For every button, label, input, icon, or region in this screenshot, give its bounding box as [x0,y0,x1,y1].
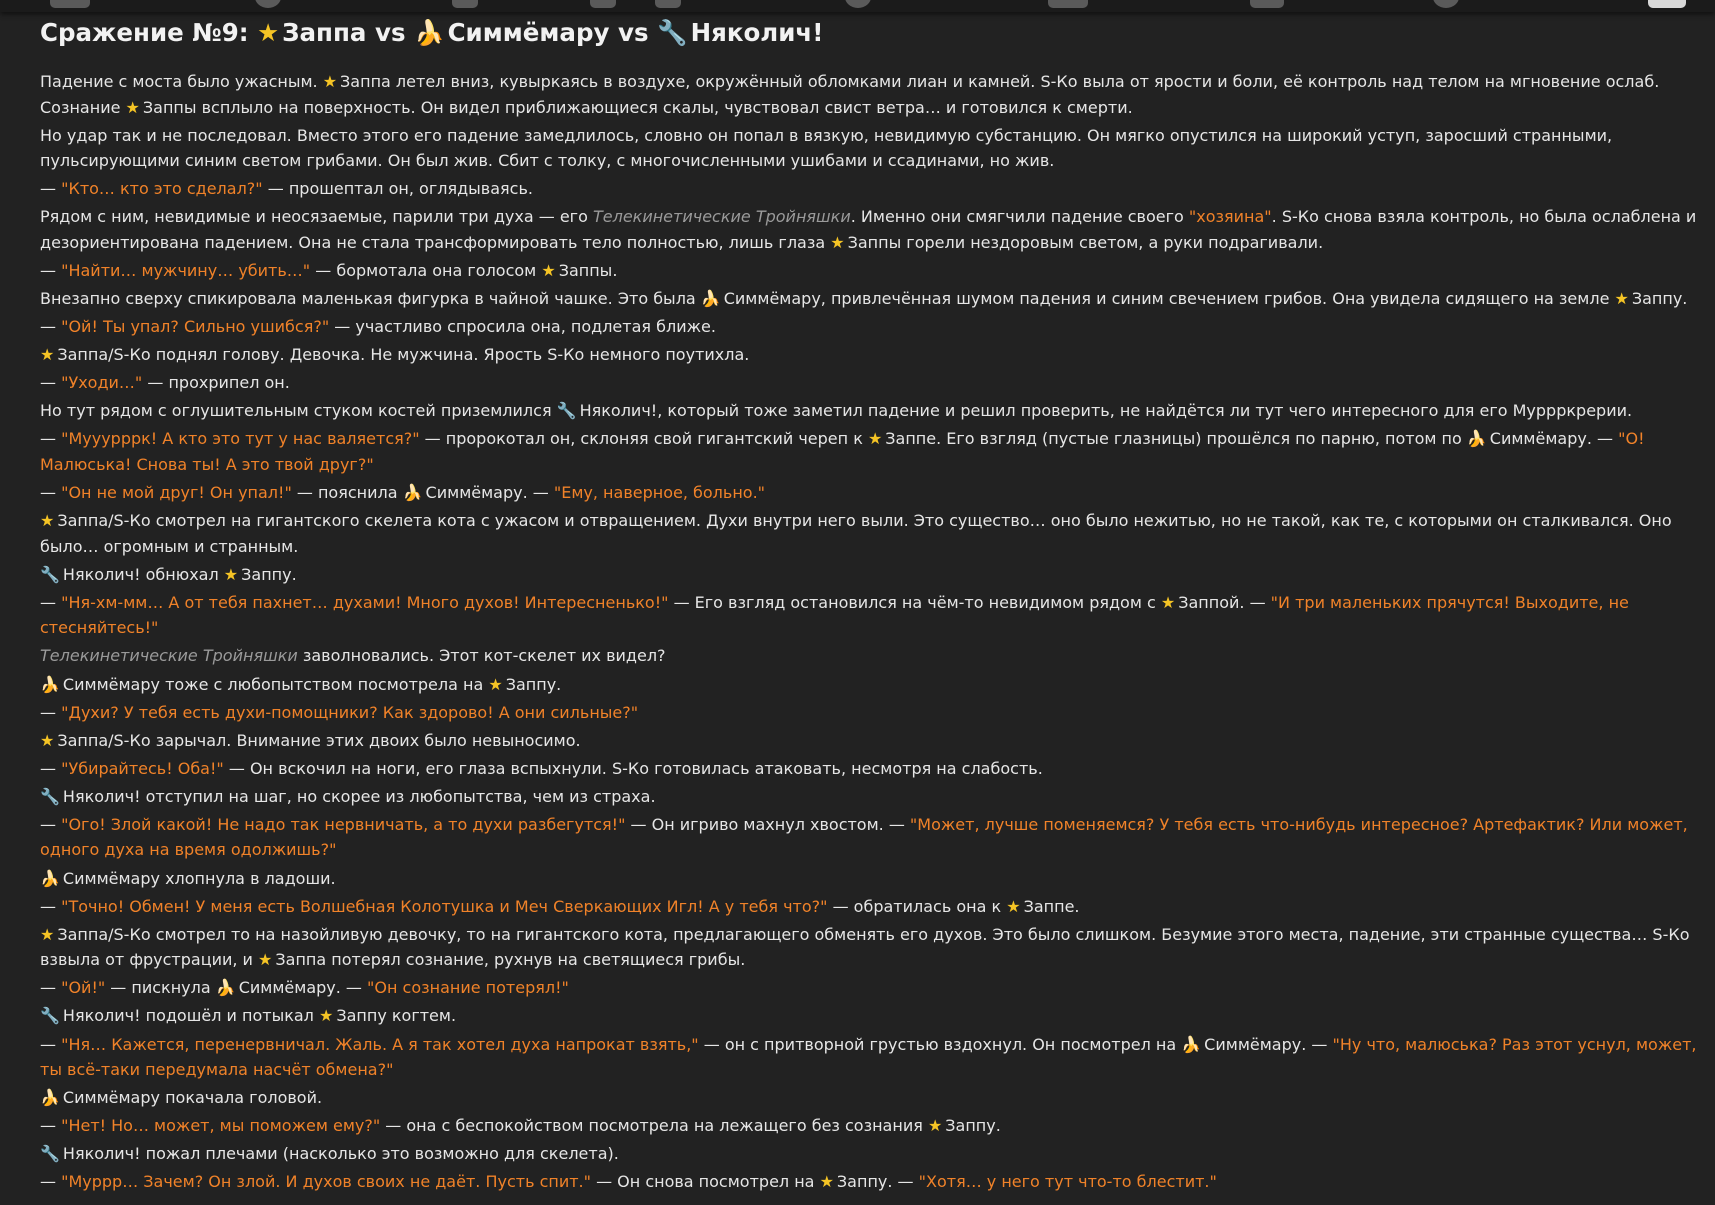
dialogue-quote: "И три маленьких прячутся! Выходите, не стесняйтесь!" [40,592,1629,638]
character-mention [40,565,141,584]
dialogue-quote: "Ня… Кажется, перенервничал. Жаль. А я так хотел духа напрокат взять," [61,1034,699,1054]
story-paragraph [40,69,1700,120]
story-paragraph [40,975,1700,1001]
narration-text: . S-Ко снова взяла контроль, но была ослаблена и дезориентирована падением. Она не стала трансформировать тело полностью, лишь глаза [40,207,1697,252]
dialogue-quote: "Муррр… Зачем? Он злой. И духов своих не даёт. Пусть спит." [61,1172,591,1192]
star-icon: ★ [258,950,273,970]
character-name: Заппу [505,674,557,694]
story-paragraph [40,370,1700,396]
story-paragraph [40,728,1700,754]
story-paragraph [40,1003,1700,1029]
character-mention [40,925,151,944]
banana-icon: 🍌 [215,978,236,998]
narration-text: — [40,179,62,199]
story-paragraph [40,204,1700,255]
narration-text: — Его взгляд остановился на чём-то невидимом рядом с [668,592,1161,612]
banana-icon: 🍌 [700,288,721,308]
narration-text: смотрел на гигантского скелета кота с ужасом и отвращением. Духи внутри него выли. Это существо… оно было нежитью, но не такой, как те, с которыми он сталкивался. Оно было… огромным и странным. [40,511,1672,556]
star-icon: ★ [318,1006,334,1026]
banana-icon: 🍌 [402,483,423,503]
narration-text: — [40,758,62,778]
character-mention [224,565,292,584]
story-paragraph [40,480,1700,506]
dialogue-quote: "О! Малюська! Снова ты! А это твой друг?" [40,429,1645,474]
narration-text: Внезапно сверху спикировала маленькая фигурка в чайной чашке. Это была [40,288,701,308]
story-paragraph [40,922,1700,973]
story-paragraph [40,176,1700,202]
narration-text: — [40,260,62,280]
vs-label: vs [374,18,406,47]
narration-text: пожал плечами (насколько это возможно для скелета). [140,1144,619,1164]
character-mention [40,1088,160,1107]
fighter-simmyomaru [414,18,618,47]
bone-icon: 🔧 [40,1006,60,1026]
narration-text: . Именно они смягчили падение своего [850,207,1189,227]
top-navigation-bar [0,0,1715,12]
character-mention [928,1116,996,1135]
narration-text: заволновались. Этот кот-скелет их видел? [297,646,666,666]
character-mention [40,1006,141,1025]
spirit-reference: Телекинетические Тройняшки [592,207,851,227]
narration-text: когтем. [386,1006,457,1026]
nav-profile-icon[interactable] [1648,0,1686,8]
story-paragraph [40,426,1700,477]
narration-text: . — [1586,429,1619,449]
star-icon: ★ [1006,896,1021,916]
story-paragraph [40,672,1700,698]
narration-text: . [1074,896,1080,916]
dialogue-quote: "Нет! Но… может, мы поможем ему?" [61,1116,381,1136]
nav-character-icon[interactable] [452,0,478,8]
story-paragraph [40,1169,1700,1195]
story-paragraph [40,894,1700,920]
star-icon: ★ [1160,592,1176,612]
star-icon: ★ [223,564,239,584]
dialogue-quote: "Ой! Ты упал? Сильно ушибся?" [61,317,330,337]
narration-text: — [40,317,62,337]
character-mention [701,289,821,308]
dialogue-quote: "Ой!" [61,978,106,998]
narration-text: — прошептал он, оглядываясь. [262,179,533,199]
narration-text: — [40,483,62,503]
character-mention [40,345,151,364]
narration-text: летел вниз, кувыркаясь в воздухе, окружённый обломками лиан и камней. S-Ко выла от ярости и боли, её контроль над телом на мгновение ослаб. Сознание [40,72,1660,117]
character-name: Заппа [275,950,327,970]
character-name: Заппа [340,72,391,91]
character-mention [557,401,658,420]
dialogue-quote: "Он не мой друг! Он упал!" [61,483,292,503]
narration-text: — бормотала она голосом [310,260,542,280]
bone-icon: 🔧 [40,786,60,806]
battle-title-prefix: Сражение №9: [40,18,249,47]
star-icon: ★ [488,674,503,694]
narration-text: — пояснила [291,483,403,503]
narration-text: — участливо спросила она, подлетая ближе. [329,317,716,337]
character-name: Симмёмару [238,978,336,998]
narration-text: покачала головой. [159,1088,323,1108]
star-icon: ★ [40,924,55,944]
character-name: Симмёмару [62,1088,160,1108]
character-name: Заппу [1631,288,1683,308]
character-mention [40,787,141,806]
dialogue-quote: "хозяина" [1188,207,1272,227]
character-name: Заппы [558,260,613,280]
nav-book-icon[interactable] [1048,0,1088,8]
story-paragraph [40,258,1700,284]
character-name: Симмёмару [1204,1034,1302,1054]
character-name: Заппы [142,97,197,117]
character-name: Симмёмару [425,483,523,503]
star-icon: ★ [541,260,556,280]
character-mention [1006,897,1074,916]
story-paragraph [40,784,1700,810]
star-icon: ★ [125,97,140,117]
narration-text: . — [522,483,554,503]
narration-text: — пророкотал он, склоняя свой гигантский череп к [419,429,868,449]
vs-label: vs [618,18,649,47]
narration-text: . [1682,288,1688,308]
star-icon: ★ [40,730,55,750]
narration-text: . [612,260,618,280]
character-name: Симмёмару [723,288,821,308]
narration-text: — [40,1116,62,1136]
narration-text: — обратилась она к [827,896,1007,916]
narration-text: — [40,702,62,722]
narration-text: . — [335,978,368,998]
character-mention [40,1144,141,1163]
star-icon: ★ [322,72,338,91]
fighter-name: Заппа [282,18,367,47]
story-paragraph [40,643,1700,669]
character-mention [830,233,901,252]
dialogue-quote: "Духи? У тебя есть духи-помощники? Как здорово! А они сильные?" [61,702,639,722]
character-mention [1467,429,1587,448]
character-name: Заппа/S-Ко [57,345,151,365]
star-icon: ★ [830,232,845,252]
character-name: Заппу [945,1116,996,1136]
nav-help-icon[interactable] [1433,0,1459,8]
story-paragraph [40,1085,1700,1111]
nav-map-icon[interactable] [1250,0,1284,8]
narration-text: Но тут рядом с оглушительным стуком костей приземлился [40,401,557,421]
character-name: Симмёмару [62,868,160,888]
fighter-name: Симмёмару [447,18,610,47]
character-name: Заппа/S-Ко [57,511,151,531]
character-mention [1615,289,1683,308]
character-name: Симмёмару [62,674,160,694]
star-icon: ★ [40,345,55,365]
narration-text: — Он снова посмотрел на [591,1172,820,1192]
character-mention [488,675,556,694]
star-icon: ★ [819,1172,834,1192]
character-name: Няколич! [579,401,658,421]
dialogue-quote: "Мууурррк! А кто это тут у нас валяется?" [61,429,420,449]
banana-icon: 🍌 [1466,429,1487,449]
bone-icon: 🔧 [657,18,688,47]
dialogue-quote: "Ня-хм-мм… А от тебя пахнет… духами! Много духов! Интересненько!" [61,592,669,612]
dialogue-quote: "Убирайтесь! Оба!" [61,758,224,778]
narration-text: хлопнула в ладоши. [159,868,336,888]
character-mention [1161,593,1240,612]
narration-text: Но удар так и не последовал. Вместо этого его падение замедлилось, словно он попал в вязкую, невидимую субстанцию. Он мягко опустился на широкий уступ, заросший странными, пульсирующими синим светом грибами. Он был жив. Сбит с толку, с многочисленными ушибами и ссадинами, но жив. [40,125,1613,171]
fighter-zappa [257,18,375,47]
story-paragraph [40,756,1700,782]
character-mention [1181,1035,1301,1054]
narration-text: — [40,1172,62,1192]
character-name: Заппе [1023,896,1075,916]
story-paragraph [40,866,1700,892]
bone-icon: 🔧 [40,1144,60,1164]
narration-text: , привлечённая шумом падения и синим свечением грибов. Она увидела сидящего на земле [820,288,1615,308]
character-mention [323,72,391,91]
dialogue-quote: "Уходи…" [61,373,143,393]
story-paragraph [40,590,1700,641]
narration-text: — он с притворной грустью вздохнул. Он посмотрел на [698,1034,1182,1054]
narration-text: горели нездоровым светом, а руки подрагивали. [901,232,1324,252]
narration-text: . — [887,1172,919,1192]
narration-text: Падение с моста было ужасным. [40,72,323,91]
narration-text: смотрел то на назойливую девочку, то на гигантского кота, предлагающего обменять его духов. Это было слишком. Безумие этого места, падение, эти странные существа… S-Ко взвыла от фрустрации, и [40,924,1690,970]
character-name: Заппы [847,232,902,252]
character-name: Няколич! [62,1006,141,1026]
story-paragraph [40,812,1700,863]
story-paragraph [40,342,1700,368]
story-paragraph [40,508,1700,559]
narration-text: потерял сознание, рухнув на светящиеся грибы. [326,950,746,970]
star-icon: ★ [927,1116,943,1136]
narration-text: — прохрипел он. [142,373,290,393]
banana-icon: 🍌 [1181,1034,1202,1054]
star-icon: ★ [257,18,280,47]
story-paragraph [40,562,1700,588]
narration-text: . — [1301,1034,1333,1054]
narration-text: — [40,814,62,834]
narration-text: всплыло на поверхность. Он видел приближающиеся скалы, чувствовал свист ветра… и готовился к смерти. [196,97,1133,117]
story-paragraph [40,1141,1700,1167]
character-mention [40,869,160,888]
narration-text: . — [1239,592,1271,612]
character-name: Заппой [1178,592,1240,612]
narration-text: — [40,592,62,612]
star-icon: ★ [40,511,55,531]
star-icon: ★ [1614,288,1629,308]
dialogue-quote: "Найти… мужчину… убить…" [61,260,311,280]
fighter-name: Няколич! [690,18,824,47]
narration-text: поднял голову. Девочка. Не мужчина. Ярость S-Ко немного поутихла. [150,345,750,365]
dialogue-quote: "Точно! Обмен! У меня есть Волшебная Колотушка и Меч Сверкающих Игл! А у тебя что?" [61,896,828,916]
character-name: Заппу [836,1172,888,1192]
character-mention [403,483,523,502]
dialogue-quote: "Хотя… у него тут что-то блестит." [918,1172,1217,1192]
story-paragraph [40,286,1700,312]
battle-story [40,69,1700,1195]
character-mention [40,731,151,750]
nav-menu-icon[interactable] [50,0,90,8]
narration-text: зарычал. Внимание этих двоих было невыносимо. [150,730,581,750]
narration-text: — [40,373,62,393]
story-paragraph [40,123,1700,174]
fighter-nyakolich [657,18,823,47]
character-mention [40,511,151,530]
character-name: Няколич! [62,1144,141,1164]
battle-title [40,16,1700,50]
dialogue-quote: "Ого! Злой какой! Не надо так нервничать, а то духи разбегутся!" [61,814,626,834]
banana-icon: 🍌 [414,18,445,47]
story-paragraph [40,1032,1700,1083]
narration-text: подошёл и потыкал [140,1006,319,1026]
nav-location-icon[interactable] [255,0,281,8]
character-mention [820,1172,888,1191]
story-paragraph [40,314,1700,340]
dialogue-quote: "Он сознание потерял!" [367,978,569,998]
bone-icon: 🔧 [556,401,577,421]
narration-text: . Его взгляд (пустые глазницы) прошёлся по парню, потом по [936,429,1467,449]
narration-text: обнюхал [140,564,224,584]
narration-text: — пискнула [105,978,216,998]
narration-text: . [291,564,297,584]
character-name: Няколич! [62,786,141,806]
dialogue-quote: "Может, лучше поменяемся? У тебя есть что-нибудь интересное? Артефактик? Или может, одного духа на время одолжишь?" [40,814,1688,860]
narration-text: — она с беспокойством посмотрела на лежащего без сознания [380,1116,928,1136]
narration-text: Рядом с ним, невидимые и неосязаемые, парили три духа — его [40,207,593,227]
star-icon: ★ [867,429,883,449]
dialogue-quote: "Ну что, малюська? Раз этот уснул, может, ты всё-таки передумала насчёт обмена?" [40,1034,1697,1080]
character-mention [40,675,160,694]
spirit-reference: Телекинетические Тройняшки [40,646,298,666]
narration-text: , который тоже заметил падение и решил проверить, не найдётся ли тут чего интересного для его Муррркрерии. [657,401,1633,421]
story-paragraph [40,700,1700,726]
banana-icon: 🍌 [40,868,60,888]
character-name: Заппа/S-Ко [57,730,151,750]
character-mention [541,261,612,280]
character-mention [126,98,197,117]
character-name: Заппу [336,1006,387,1026]
nav-chat-icon[interactable] [655,0,681,8]
narration-text: . [556,674,562,694]
story-content [40,16,1700,1195]
story-paragraph [40,398,1700,424]
story-paragraph [40,1113,1700,1139]
narration-text: — [40,429,62,449]
character-name: Заппе [885,429,937,449]
banana-icon: 🍌 [40,1088,60,1108]
character-name: Симмёмару [1489,429,1587,449]
narration-text: — Он вскочил на ноги, его глаза вспыхнули. S-Ко готовилась атаковать, несмотря на слабость. [223,758,1043,778]
narration-text: . [995,1116,1001,1136]
character-name: Няколич! [62,564,141,584]
narration-text: отступил на шаг, но скорее из любопытства, чем из страха. [140,786,656,806]
bone-icon: 🔧 [40,564,60,584]
banana-icon: 🍌 [40,674,60,694]
character-name: Заппу [241,564,292,584]
character-mention [868,429,936,448]
narration-text: — [40,896,62,916]
narration-text: — [40,1034,62,1054]
nav-inventory-icon[interactable] [590,0,616,8]
narration-text: тоже с любопытством посмотрела на [159,674,489,694]
character-name: Заппа/S-Ко [57,924,151,944]
nav-settings-icon[interactable] [845,0,871,8]
character-mention [319,1006,387,1025]
narration-text: — Он игриво махнул хвостом. — [625,814,910,834]
narration-text: — [40,978,62,998]
character-mention [258,950,326,969]
dialogue-quote: "Кто… кто это сделал?" [61,179,263,199]
character-mention [216,978,336,997]
dialogue-quote: "Ему, наверное, больно." [553,483,766,503]
